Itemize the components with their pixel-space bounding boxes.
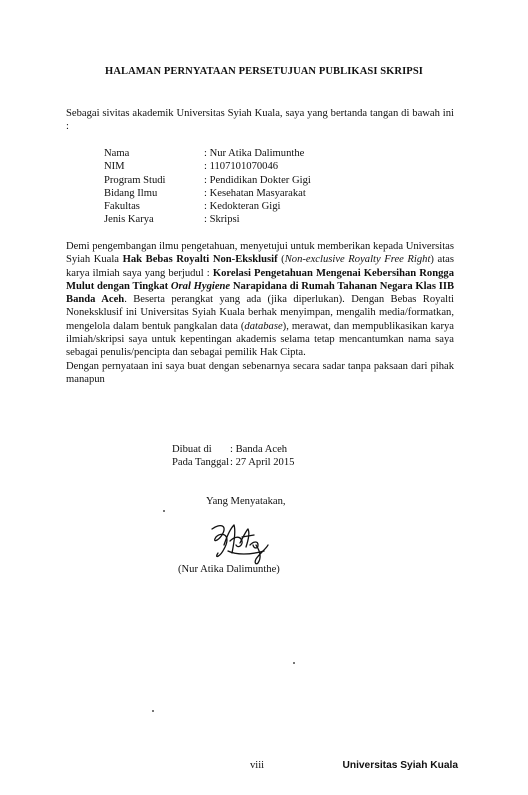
place-value: : Banda Aceh <box>230 444 288 455</box>
date-label: Pada Tanggal <box>172 457 230 469</box>
identity-label: NIM <box>104 161 125 173</box>
intro-paragraph: Sebagai sivitas akademik Universitas Syiah Kuala, saya yang bertanda tangan di bawah ini : <box>66 108 454 133</box>
identity-label: Program Studi <box>104 174 166 186</box>
identity-table <box>104 147 311 227</box>
thesis-title: Narapidana di Rumah Tahanan Negara Klas IIB Banda Aceh <box>66 280 455 306</box>
place-date-block <box>172 443 294 470</box>
identity-value: : Pendidikan Dokter Gigi <box>204 174 311 186</box>
identity-label: Fakultas <box>104 201 140 213</box>
signer-name: (Nur Atika Dalimunthe) <box>178 564 280 575</box>
identity-label: Nama <box>104 148 130 159</box>
identity-row-name <box>104 147 311 160</box>
body-text: ) atas karya ilmiah saya yang berjudul : <box>66 254 454 279</box>
identity-label: Bidang Ilmu <box>104 187 158 199</box>
thesis-title-italic: Oral Hygiene <box>170 280 231 292</box>
place-row <box>172 443 294 456</box>
scan-speck <box>152 710 154 712</box>
footer-university: Universitas Syiah Kuala <box>342 760 458 771</box>
page-title: HALAMAN PERNYATAAN PERSETUJUAN PUBLIKASI SKRIPSI <box>105 66 423 77</box>
identity-value: : Nur Atika Dalimunthe <box>204 148 305 159</box>
identity-row-program <box>104 174 311 187</box>
identity-label: Jenis Karya <box>104 214 154 226</box>
scan-speck <box>163 510 165 512</box>
body-text: Demi pengembangan ilmu pengetahuan, menyetujui untuk memberikan kepada Universitas Syiah Kuala <box>66 241 454 266</box>
date-row <box>172 456 294 469</box>
identity-row-field <box>104 187 311 200</box>
signer-title: Yang Menyatakan, <box>206 496 286 507</box>
identity-row-type <box>104 213 311 226</box>
identity-row-nim <box>104 160 311 173</box>
closing-paragraph: Dengan pernyataan ini saya buat dengan sebenarnya secara sadar tanpa paksaan dari pihak manapun <box>66 361 454 386</box>
identity-value: : Kedokteran Gigi <box>204 201 281 213</box>
scan-speck <box>293 662 295 664</box>
thesis-title: Korelasi Pengetahuan Mengenai Kebersihan Rongga Mulut dengan Tingkat <box>66 267 454 292</box>
consent-paragraph <box>66 240 454 360</box>
identity-value: : 1107101070046 <box>204 161 279 173</box>
body-text: ), merawat, dan mempublikasikan karya ilmiah/skripsi saya untuk kepentingan akademis selama tetap mencantumkan nama saya sebagai penulis/pencipta dan sebagai pemilik Hak Cipta. <box>66 320 454 359</box>
license-name-english: Non-exclusive Royalty Free Right <box>284 254 431 266</box>
body-text: ( <box>277 254 285 266</box>
page-number: viii <box>250 760 265 771</box>
identity-row-faculty <box>104 200 311 213</box>
license-name: Hak Bebas Royalti Non-Eksklusif <box>122 254 278 266</box>
identity-value: : Kesehatan Masyarakat <box>204 187 306 199</box>
body-text: . Beserta perangkat yang ada (jika diperlukan). Dengan Bebas Royalti Noneksklusif ini Universitas Syiah Kuala berhak menyimpan, mengalih media/formatkan, mengelola dalam bentuk pangkalan data ( <box>66 294 454 332</box>
date-value: : 27 April 2015 <box>230 457 295 469</box>
identity-value: : Skripsi <box>204 214 240 226</box>
database-term: database <box>244 320 283 332</box>
place-label: Dibuat di <box>172 444 212 455</box>
